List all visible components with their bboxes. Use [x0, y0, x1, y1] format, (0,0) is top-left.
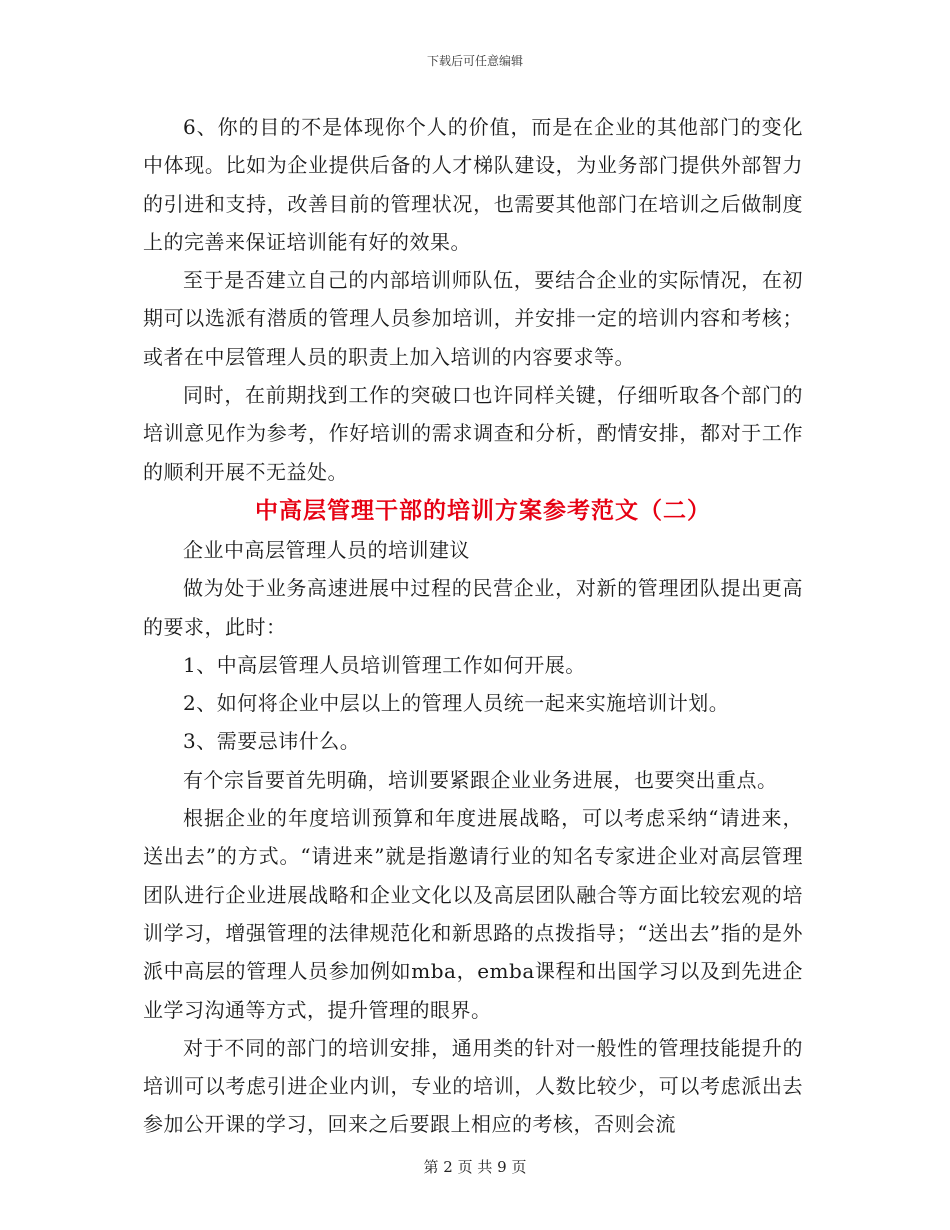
- paragraph-intro: 做为处于业务高速进展中过程的民营企业，对新的管理团队提出更高的要求，此时：: [143, 576, 803, 639]
- document-body: [143, 108, 803, 1144]
- list-item-2: 2、如何将企业中层以上的管理人员统一起来实施培训计划。: [183, 691, 730, 716]
- paragraph-internal-trainers: 至于是否建立自己的内部培训师队伍，要结合企业的实际情况，在初期可以选派有潜质的管理人员参加培训，并安排一定的培训内容和考核；或者在中层管理人员的职责上加入培训的内容要求等。: [143, 268, 803, 369]
- list-item-1: 1、中高层管理人员培训管理工作如何开展。: [183, 652, 586, 677]
- list-item-3: 3、需要忌讳什么。: [183, 729, 361, 754]
- paragraph-principle: 有个宗旨要首先明确，培训要紧跟企业业务进展，也要突出重点。: [183, 767, 778, 792]
- paragraph-breakthrough: 同时，在前期找到工作的突破口也许同样关键，仔细听取各个部门的培训意见作为参考，作好培训的需求调查和分析，酌情安排，都对于工作的顺利开展不无益处。: [143, 383, 803, 484]
- paragraph-strategy: 根据企业的年度培训预算和年度进展战略，可以考虑采纳“请进来，送出去”的方式。“请进来”就是指邀请行业的知名专家进企业对高层管理团队进行企业进展战略和企业文化以及高层团队融合等方面比较宏观的培训学习，增强管理的法律规范化和新思路的点拨指导；“送出去”指的是外派中高层的管理人员参加例如mba，emba课程和出国学习以及到先进企业学习沟通等方式，提升管理的眼界。: [143, 806, 803, 1022]
- paragraph-department-training: 对于不同的部门的培训安排，通用类的针对一般性的管理技能提升的培训可以考虑引进企业内训，专业的培训，人数比较少，可以考虑派出去参加公开课的学习，回来之后要跟上相应的考核，否则会流: [143, 1035, 803, 1137]
- section-title: 中高层管理干部的培训方案参考范文（二）: [255, 496, 711, 524]
- page-footer: 第 2 页 共 9 页: [423, 1158, 527, 1176]
- paragraph-point-6: 6、你的目的不是体现你个人的价值，而是在企业的其他部门的变化中体现。比如为企业提供后备的人才梯队建设，为业务部门提供外部智力的引进和支持，改善目前的管理状况，也需要其他部门在培训之后做制度上的完善来保证培训能有好的效果。: [143, 115, 803, 254]
- paragraph-subtitle: 企业中高层管理人员的培训建议: [183, 537, 470, 562]
- header-note: 下载后可任意编辑: [426, 54, 523, 68]
